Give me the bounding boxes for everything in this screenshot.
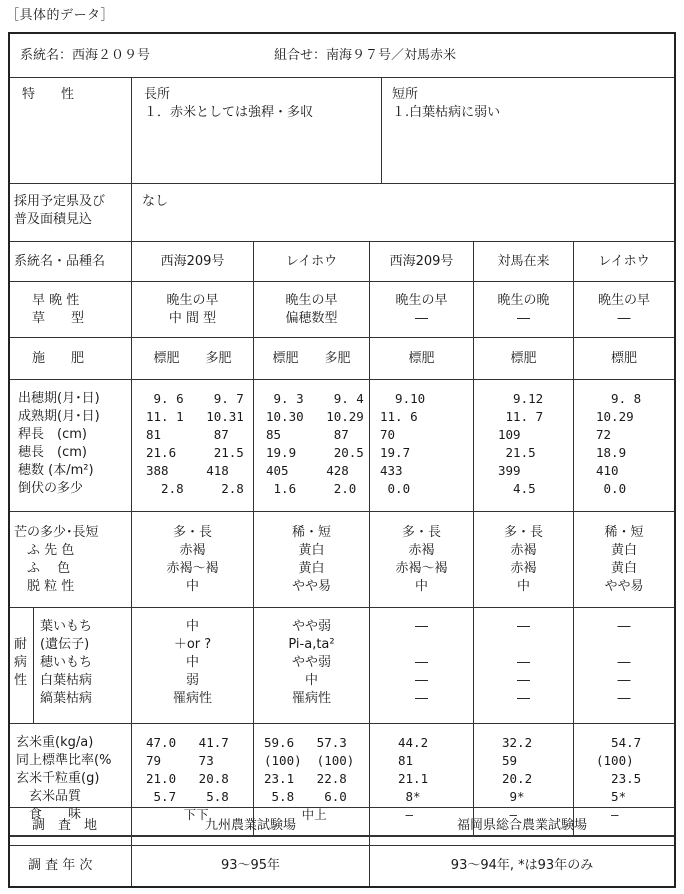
awn-col-3	[370, 512, 474, 607]
yield-values: 47.0 41.7 79 73 21.0 20.8 5.7 5.8 下下	[146, 735, 229, 822]
site-kyushu-cell	[132, 806, 370, 845]
maturity-label-cell	[10, 282, 132, 337]
resistance-labels: 葉いもち (遺伝子) 穂いもち 白葉枯病 縞葉枯病	[40, 619, 93, 706]
resistance-values: やや弱 Pi-a,ta² やや弱 中 罹病性	[288, 619, 335, 706]
resistance-values: ― ― ― ―	[617, 619, 631, 706]
site-fukuoka: 福岡県総合農業試験場	[456, 818, 587, 833]
variety-name: レイホウ	[285, 254, 338, 269]
variety-name: 西海209号	[160, 254, 225, 269]
demerits-cell	[382, 78, 674, 183]
maturity-row	[10, 282, 674, 338]
resistance-values: 中 ＋or ? 中 弱 罹病性	[172, 619, 212, 706]
fertilizer-value: 標肥	[510, 351, 537, 366]
site-row	[10, 806, 674, 846]
resistance-col-1	[132, 608, 254, 723]
maturity-value: 晩生の晩 ―	[497, 293, 550, 326]
fertilizer-value: 標肥	[408, 351, 435, 366]
resistance-values: ― ― ― ―	[517, 619, 530, 706]
variety-col-4	[474, 242, 574, 281]
site-kyushu: 九州農業試験場	[204, 818, 296, 833]
caption: ［具体的データ］	[6, 8, 115, 23]
growth-col-2	[254, 380, 370, 511]
growth-col-5	[574, 380, 674, 511]
header-row	[10, 34, 674, 78]
variety-row	[10, 242, 674, 282]
fertilizer-col-5	[574, 338, 674, 379]
maturity-col-2	[254, 282, 370, 337]
traits-row	[10, 78, 674, 184]
resistance-label-cell	[34, 608, 132, 723]
awn-values: 多・長 赤褐 赤褐 中	[503, 525, 543, 594]
maturity-value: 晩生の早 中 間 型	[166, 293, 219, 326]
awn-label-cell	[10, 512, 132, 607]
merits-cell	[132, 78, 382, 183]
resistance-group-label: 耐 病 性	[14, 637, 28, 688]
years-label: 調 査 年 次	[28, 858, 93, 873]
maturity-value: 晩生の早 ―	[597, 293, 650, 326]
variety-col-2	[254, 242, 370, 281]
growth-labels: 出穂期(月･日) 成熟期(月･日) 稈長 (cm) 穂長 (cm) 穂数 (本/m²) 倒伏の多少	[18, 391, 100, 496]
awn-col-1	[132, 512, 254, 607]
yield-labels: 玄米重(kg/a) 同上標準比率(% 玄米千粒重(g) 玄米品質 食 味	[16, 735, 112, 822]
years-kyushu-cell	[132, 846, 370, 886]
growth-col-3	[370, 380, 474, 511]
merits-text: １．赤米としては強稈・多収	[144, 105, 314, 120]
years-row	[10, 846, 674, 886]
fertilizer-col-2	[254, 338, 370, 379]
growth-values: 9. 6 9. 7 11. 1 10.31 81 87 21.6 21.5 388 418 2.8 2.8	[146, 391, 244, 496]
awn-col-5	[574, 512, 674, 607]
footer-rows	[8, 806, 676, 888]
years-fukuoka-cell	[370, 846, 674, 886]
years-kyushu: 93～95年	[220, 858, 281, 873]
fertilizer-value: 標肥 多肥	[272, 351, 351, 366]
resistance-col-4	[474, 608, 574, 723]
yield-values: 32.2 59 20.2 9* ―	[502, 735, 533, 822]
variety-label-cell	[10, 242, 132, 281]
yield-values: 54.7 (100) 23.5 5* ―	[596, 735, 642, 822]
resistance-values: ― ― ― ―	[415, 619, 428, 706]
variety-label: 系統名・品種名	[14, 254, 106, 269]
maturity-col-1	[132, 282, 254, 337]
variety-name: レイホウ	[598, 254, 650, 269]
maturity-label: 早 晩 性 草 型	[32, 293, 85, 326]
fertilizer-col-4	[474, 338, 574, 379]
growth-values: 9. 3 9. 4 10.30 10.29 85 87 19.9 20.5 405 428 1.6 2.0	[266, 391, 364, 496]
data-table	[8, 32, 676, 822]
awn-row	[10, 512, 674, 608]
maturity-value: 晩生の早 ―	[395, 293, 448, 326]
resistance-col-5	[574, 608, 674, 723]
growth-label-cell	[10, 380, 132, 511]
adoption-label-cell	[10, 184, 132, 241]
maturity-value: 晩生の早 偏穂数型	[285, 293, 338, 326]
line-name: 系統名：西海２０９号	[20, 48, 151, 63]
cross-combination: 組合せ：南海９７号／対馬赤米	[274, 48, 457, 63]
merits-title: 長所	[144, 87, 171, 102]
awn-col-2	[254, 512, 370, 607]
resistance-row	[10, 608, 674, 724]
fertilizer-col-3	[370, 338, 474, 379]
awn-values: 稀・短 黄白 黄白 やや易	[291, 525, 331, 594]
awn-values: 多・長 赤褐 赤褐～褐 中	[395, 525, 448, 594]
variety-name: 対馬在来	[497, 254, 550, 269]
fertilizer-value: 標肥 多肥	[153, 351, 232, 366]
fertilizer-col-1	[132, 338, 254, 379]
fertilizer-row	[10, 338, 674, 380]
variety-name: 西海209号	[389, 254, 454, 269]
maturity-col-4	[474, 282, 574, 337]
awn-labels: 芒の多少･長短 ふ 先 色 ふ 色 脱 粒 性	[14, 525, 99, 594]
resistance-col-3	[370, 608, 474, 723]
traits-label-cell	[10, 78, 132, 183]
traits-label: 特 性	[22, 87, 75, 102]
demerits-text: １.白葉枯病に弱い	[392, 105, 501, 120]
growth-values: 9.10 11. 6 70 19.7 433 0.0	[380, 391, 426, 496]
awn-values: 稀・短 黄白 黄白 やや易	[604, 525, 644, 594]
site-fukuoka-cell	[370, 806, 674, 845]
maturity-col-5	[574, 282, 674, 337]
demerits-title: 短所	[392, 87, 419, 102]
yield-values: 59.6 57.3 (100) (100) 23.1 22.8 5.8 6.0 中上	[264, 735, 355, 822]
variety-col-1	[132, 242, 254, 281]
growth-col-4	[474, 380, 574, 511]
yield-values: 44.2 81 21.1 8* ―	[398, 735, 429, 822]
awn-col-4	[474, 512, 574, 607]
maturity-col-3	[370, 282, 474, 337]
years-label-cell	[10, 846, 132, 886]
site-label-cell	[10, 806, 132, 845]
growth-values: 9. 8 10.29 72 18.9 410 0.0	[596, 391, 642, 496]
adoption-value: なし	[142, 194, 169, 209]
fertilizer-label: 施 肥	[32, 351, 85, 366]
adoption-label: 採用予定県及び 普及面積見込	[14, 194, 106, 227]
site-label: 調 査 地	[32, 818, 98, 833]
awn-values: 多・長 赤褐 赤褐～褐 中	[166, 525, 219, 594]
adoption-row	[10, 184, 674, 242]
variety-col-5	[574, 242, 674, 281]
years-fukuoka: 93～94年, *は93年のみ	[450, 858, 594, 873]
resistance-group-cell	[10, 608, 34, 723]
growth-values: 9.12 11. 7 109 21.5 399 4.5	[498, 391, 544, 496]
growth-row	[10, 380, 674, 512]
growth-col-1	[132, 380, 254, 511]
resistance-col-2	[254, 608, 370, 723]
variety-col-3	[370, 242, 474, 281]
fertilizer-value: 標肥	[610, 351, 637, 366]
fertilizer-label-cell	[10, 338, 132, 379]
